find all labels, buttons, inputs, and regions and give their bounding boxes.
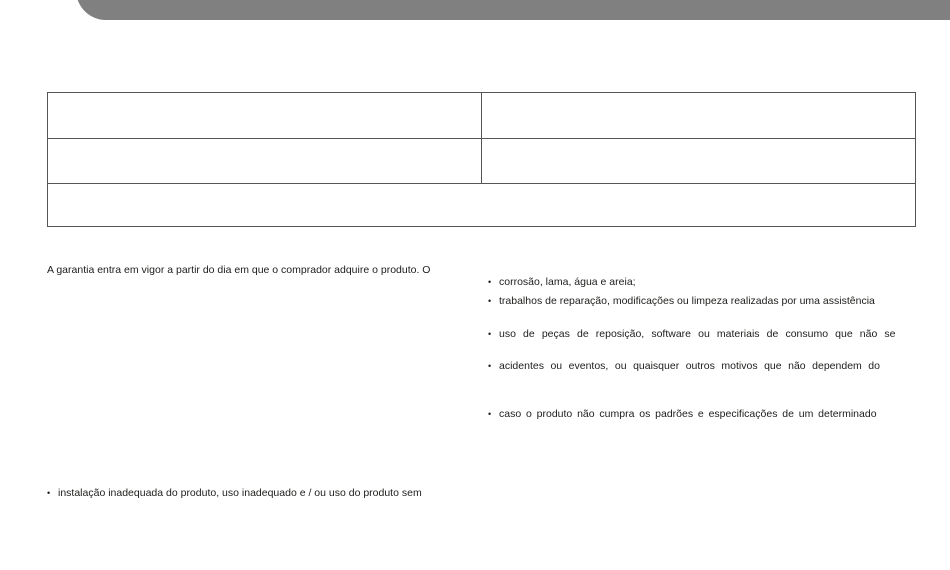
bullet-icon: • — [488, 409, 492, 419]
bullet-icon: • — [488, 361, 492, 371]
list-item-text: caso o produto não cumpra os padrões e especificações de um determinado — [499, 408, 877, 420]
form-cell[interactable] — [48, 183, 915, 226]
form-cell[interactable] — [482, 138, 915, 183]
list-item-text: acidentes ou eventos, ou quaisquer outros motivos que não dependem do — [499, 360, 880, 372]
form-cell[interactable] — [48, 93, 482, 138]
form-cell[interactable] — [48, 138, 482, 183]
bullet-icon: • — [488, 296, 492, 306]
form-cell[interactable] — [482, 93, 915, 138]
form-row — [48, 183, 915, 226]
warranty-intro-text: A garantia entra em vigor a partir do dia em que o comprador adquire o produto. O — [47, 264, 431, 276]
list-item-text: instalação inadequada do produto, uso inadequado e / ou uso do produto sem — [58, 487, 422, 499]
list-item-text: trabalhos de reparação, modificações ou limpeza realizadas por uma assistência — [499, 295, 875, 307]
list-item-text: uso de peças de reposição, software ou materiais de consumo que não se — [499, 328, 896, 340]
form-row — [48, 138, 915, 184]
bullet-icon: • — [488, 329, 492, 339]
form-row — [48, 93, 915, 139]
form-table — [47, 92, 916, 227]
bullet-icon: • — [488, 277, 492, 287]
bullet-icon: • — [47, 488, 51, 498]
header-band — [76, 0, 950, 20]
list-item-text: corrosão, lama, água e areia; — [499, 276, 636, 288]
